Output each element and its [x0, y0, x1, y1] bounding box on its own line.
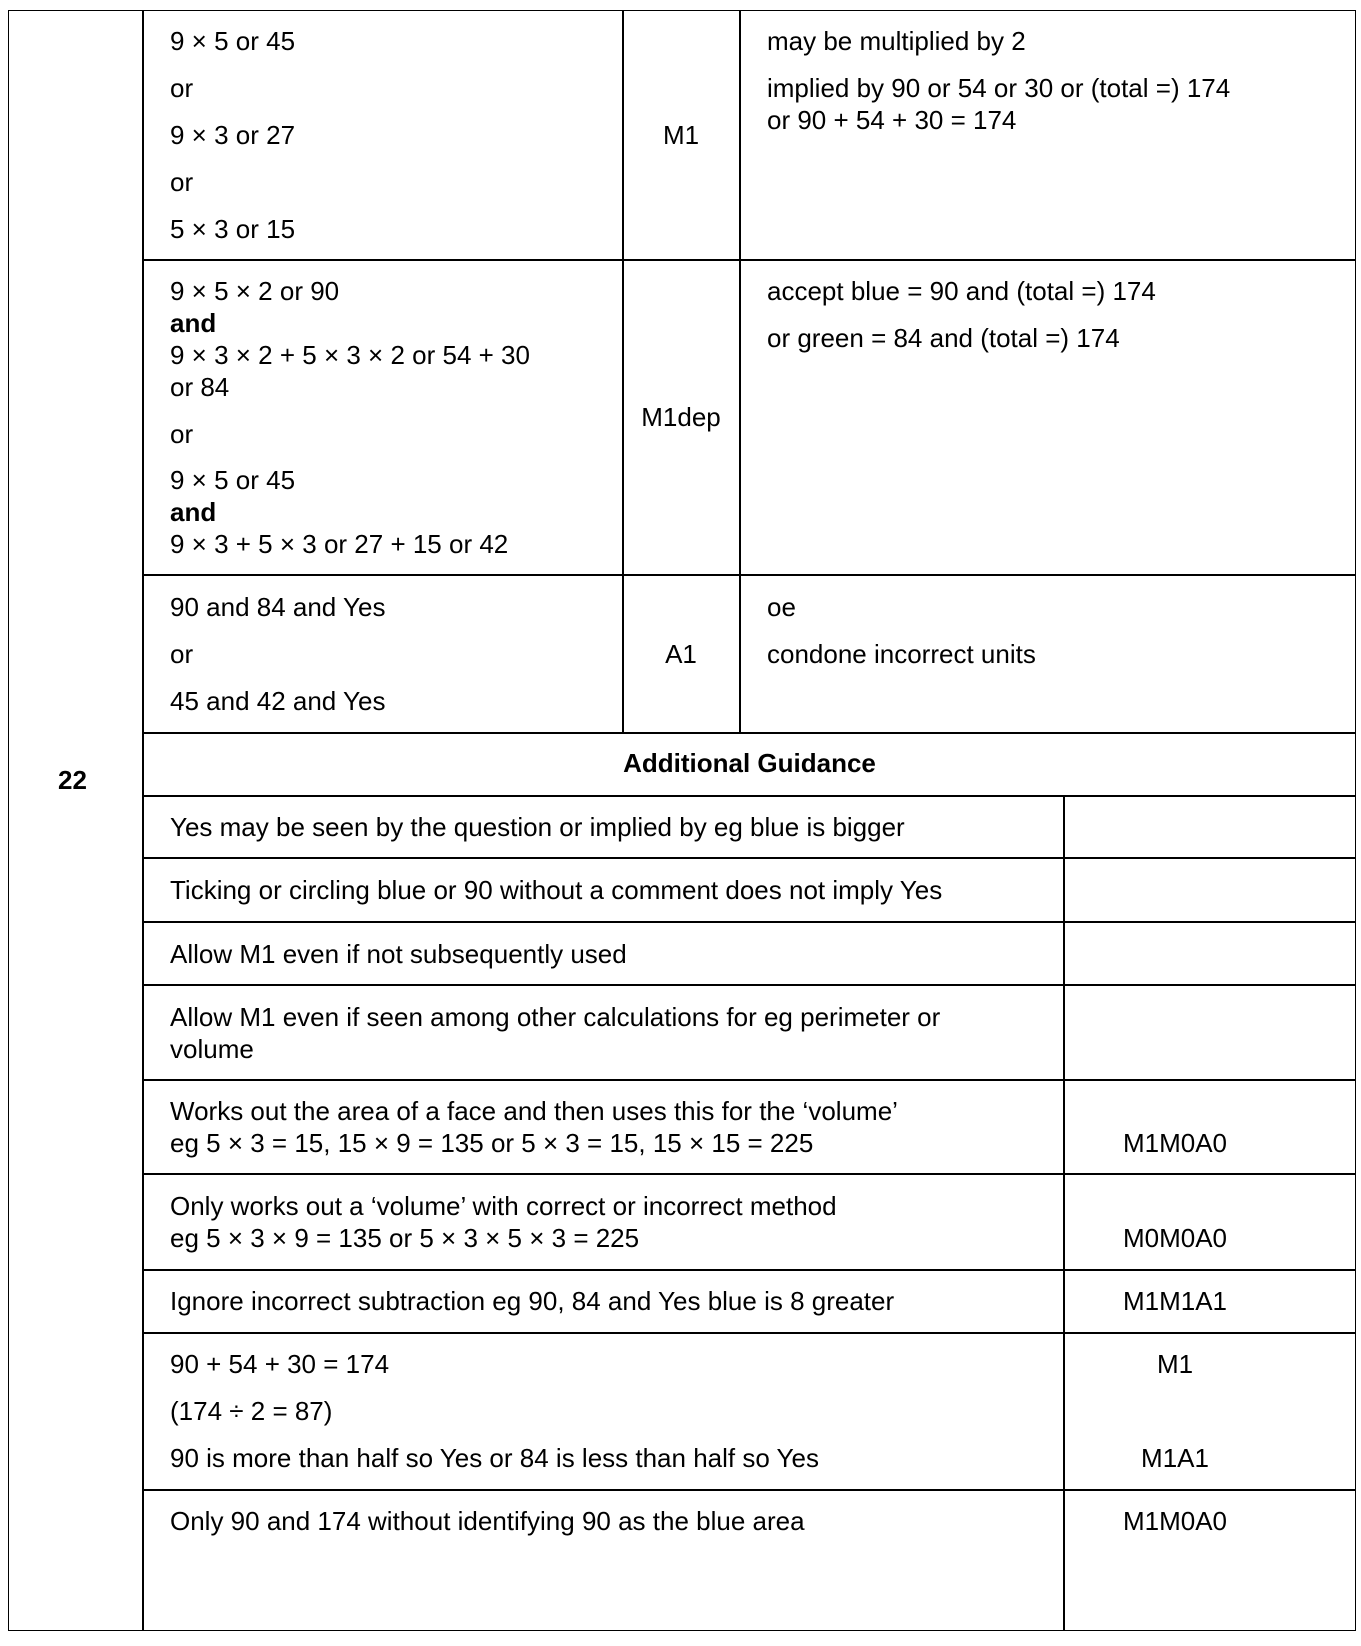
- row-divider: [142, 984, 1356, 986]
- row-divider: [142, 1173, 1356, 1175]
- answer-line-and: and: [170, 497, 217, 527]
- divider-mark-col-right: [739, 10, 741, 732]
- row-divider: [142, 1269, 1356, 1271]
- guidance-text: 90 + 54 + 30 = 174: [170, 1349, 390, 1379]
- guidance-text: Only works out a ‘volume’ with correct or incorrect method: [170, 1191, 837, 1221]
- row-divider: [142, 795, 1356, 797]
- answer-line: 90 and 84 and Yes: [170, 592, 386, 622]
- guidance-text: Allow M1 even if seen among other calculations for eg perimeter or: [170, 1002, 941, 1032]
- answer-line: 9 × 3 or 27: [170, 120, 296, 150]
- guidance-text: Ignore incorrect subtraction eg 90, 84 and Yes blue is 8 greater: [170, 1286, 895, 1316]
- row-divider: [142, 574, 1356, 576]
- answer-line: 9 × 5 × 2 or 90: [170, 276, 340, 306]
- guidance-text: Ticking or circling blue or 90 without a comment does not imply Yes: [170, 875, 943, 905]
- mark-value: M1dep: [641, 402, 721, 432]
- guidance-mark: M1A1: [1141, 1443, 1209, 1473]
- guidance-mark: M1: [1156, 1349, 1194, 1379]
- answer-line: or: [170, 167, 194, 197]
- divider-question-col: [142, 10, 144, 1631]
- row-divider: [142, 259, 1356, 261]
- guidance-title: Additional Guidance: [623, 748, 876, 778]
- answer-line: 9 × 3 × 2 + 5 × 3 × 2 or 54 + 30: [170, 340, 530, 370]
- comment-line: accept blue = 90 and (total =) 174: [767, 276, 1156, 306]
- mark-value: M1: [662, 120, 700, 150]
- answer-line: or: [170, 73, 194, 103]
- answer-line: or: [170, 419, 194, 449]
- answer-line: or 84: [170, 372, 230, 402]
- guidance-text: 90 is more than half so Yes or 84 is less than half so Yes: [170, 1443, 819, 1473]
- row-divider: [142, 921, 1356, 923]
- comment-line: condone incorrect units: [767, 639, 1036, 669]
- guidance-text: Only 90 and 174 without identifying 90 as the blue area: [170, 1506, 805, 1536]
- comment-line: or 90 + 54 + 30 = 174: [767, 105, 1017, 135]
- guidance-text: Yes may be seen by the question or implied by eg blue is bigger: [170, 812, 905, 842]
- mark-value: A1: [665, 639, 697, 669]
- comment-line: implied by 90 or 54 or 30 or (total =) 174: [767, 73, 1231, 103]
- comment-line: or green = 84 and (total =) 174: [767, 323, 1120, 353]
- guidance-text: Allow M1 even if not subsequently used: [170, 939, 627, 969]
- answer-line-and: and: [170, 308, 217, 338]
- answer-line: 45 and 42 and Yes: [170, 686, 386, 716]
- answer-line: 5 × 3 or 15: [170, 214, 296, 244]
- guidance-mark: M1M0A0: [1122, 1506, 1228, 1536]
- row-divider: [142, 1332, 1356, 1334]
- guidance-text: volume: [170, 1034, 254, 1064]
- answer-line: 9 × 5 or 45: [170, 465, 296, 495]
- row-divider: [142, 857, 1356, 859]
- guidance-text: eg 5 × 3 = 15, 15 × 9 = 135 or 5 × 3 = 15, 15 × 15 = 225: [170, 1128, 814, 1158]
- comment-line: may be multiplied by 2: [767, 26, 1026, 56]
- row-divider: [142, 1489, 1356, 1491]
- answer-line: 9 × 3 + 5 × 3 or 27 + 15 or 42: [170, 529, 509, 559]
- guidance-mark: M1M1A1: [1122, 1286, 1228, 1316]
- answer-line: or: [170, 639, 194, 669]
- guidance-mark: M0M0A0: [1122, 1223, 1228, 1253]
- guidance-text: eg 5 × 3 × 9 = 135 or 5 × 3 × 5 × 3 = 225: [170, 1223, 640, 1253]
- comment-line: oe: [767, 592, 796, 622]
- guidance-text: (174 ÷ 2 = 87): [170, 1396, 333, 1426]
- answer-line: 9 × 5 or 45: [170, 26, 296, 56]
- row-divider: [142, 1079, 1356, 1081]
- guidance-mark: M1M0A0: [1122, 1128, 1228, 1158]
- question-number: 22: [58, 765, 87, 795]
- guidance-text: Works out the area of a face and then uses this for the ‘volume’: [170, 1096, 898, 1126]
- row-divider: [142, 732, 1356, 734]
